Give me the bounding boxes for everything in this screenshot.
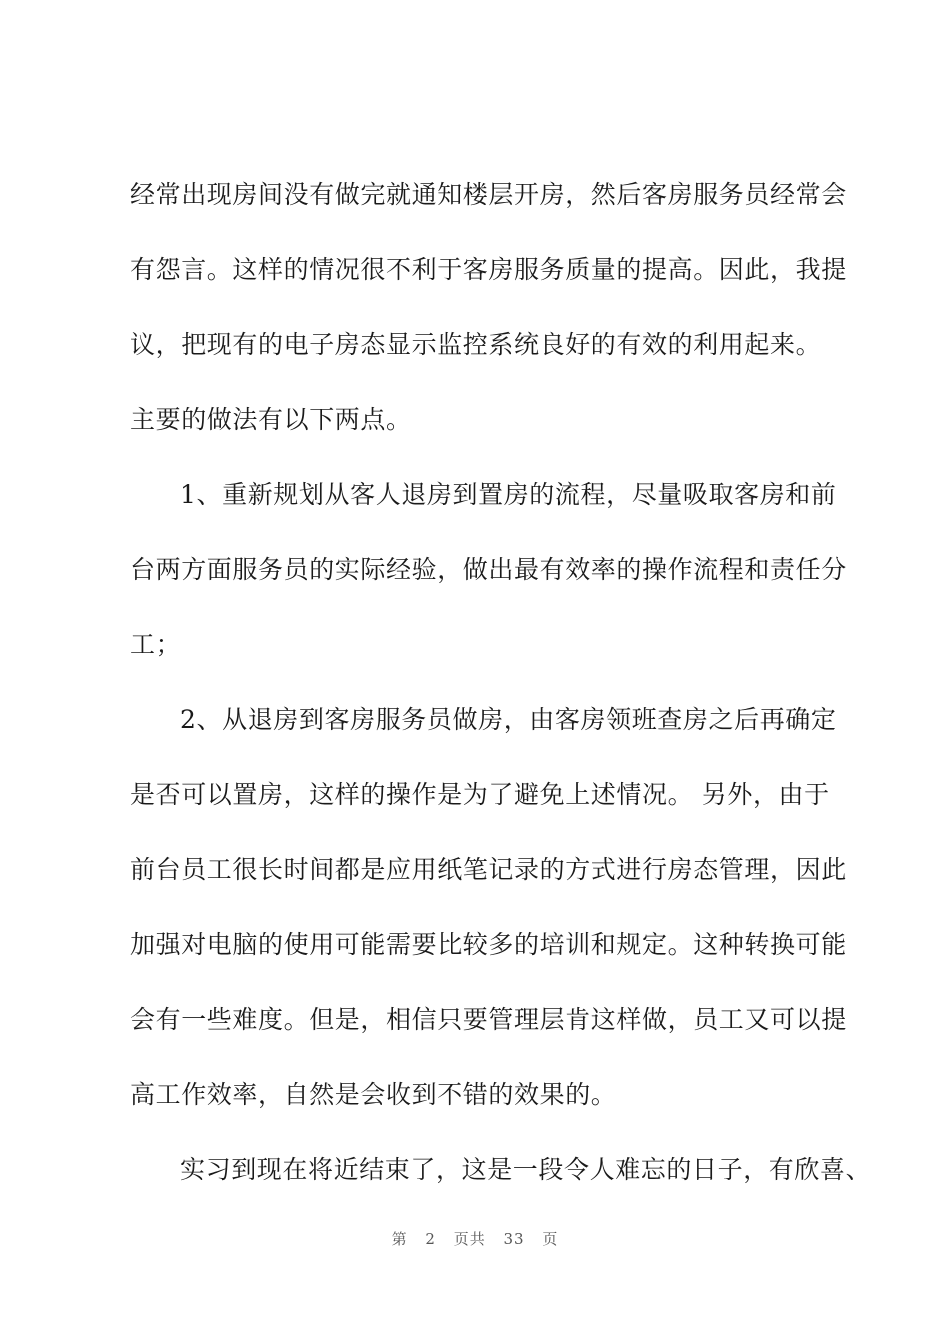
text-line: 前台员工很长时间都是应用纸笔记录的方式进行房态管理，因此 [130,855,847,884]
footer-total-pages: 33 [503,1230,525,1248]
footer-page-number: 2 [425,1230,436,1248]
text-line: 1、重新规划从客人退房到置房的流程，尽量吸取客房和前 [180,480,837,509]
footer-prefix: 第 [391,1230,408,1248]
footer-middle: 页共 [453,1230,486,1248]
text-line: 主要的做法有以下两点。 [130,405,412,434]
footer-suffix: 页 [542,1230,559,1248]
text-line: 台两方面服务员的实际经验，做出最有效率的操作流程和责任分 [130,555,847,584]
text-line: 是否可以置房，这样的操作是为了避免上述情况。 另外，由于 [130,780,830,809]
text-line: 实习到现在将近结束了，这是一段令人难忘的日子，有欣喜、 [180,1155,872,1184]
text-line: 加强对电脑的使用可能需要比较多的培训和规定。这种转换可能 [130,930,847,959]
text-line: 2、从退房到客房服务员做房，由客房领班查房之后再确定 [180,705,837,734]
text-line: 议，把现有的电子房态显示监控系统良好的有效的利用起来。 [130,330,822,359]
text-line: 工； [130,630,182,659]
text-line: 经常出现房间没有做完就通知楼层开房，然后客房服务员经常会 [130,180,847,209]
text-line: 有怨言。这样的情况很不利于客房服务质量的提高。因此，我提 [130,255,847,284]
text-line: 高工作效率，自然是会收到不错的效果的。 [130,1080,617,1109]
page-footer [0,1228,950,1249]
text-line: 会有一些难度。但是，相信只要管理层肯这样做，员工又可以提 [130,1005,847,1034]
